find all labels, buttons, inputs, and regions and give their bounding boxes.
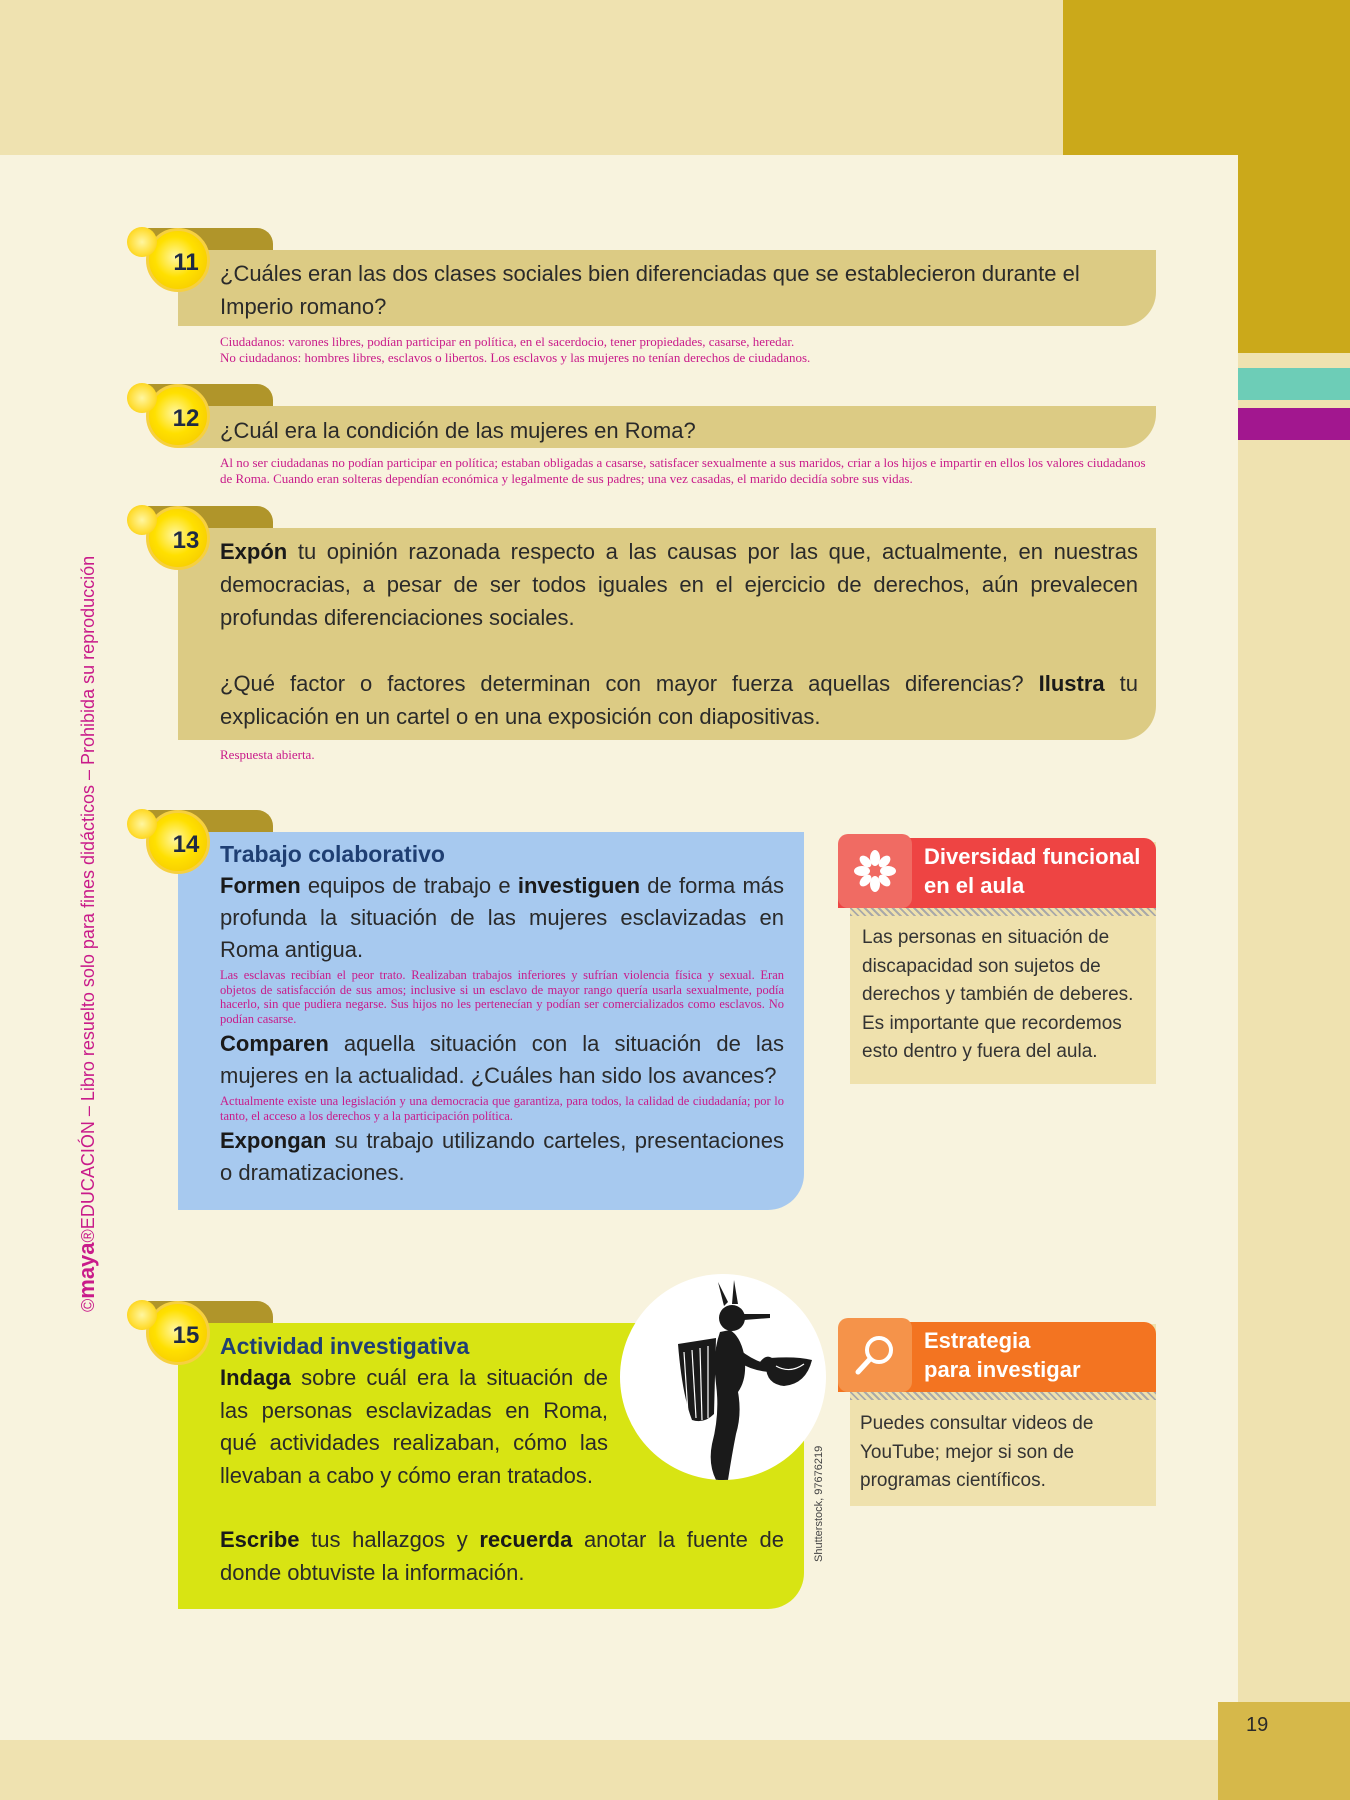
asterisk-flower-icon [853,849,897,893]
q14-verb-comparen: Comparen [220,1031,329,1056]
q14-answer-2: Actualmente existe una legislación y una democracia que garantiza, para todos, la calidad de ciudadanía; por lo tanto, el acceso a los derechos y a la participación política. [220,1094,784,1123]
brand-logo: maya [74,1242,99,1299]
q12-question: ¿Cuál era la condición de las mujeres en Roma? [220,418,696,443]
q15-p2-text: anotar la fuente de donde obtuviste la información. [220,1527,785,1585]
q11-number-badge [146,228,210,292]
q12-number-badge [146,384,210,448]
right-margin-band [1238,353,1350,1800]
image-credit: Shutterstock, 97676219 [813,1445,825,1562]
q15-verb-recuerda: recuerda [479,1527,573,1552]
q14-p3-text: su trabajo utilizando carteles, presentaciones o dramatizaciones. [220,1128,784,1185]
q13-verb-expon: Expón [220,539,288,564]
q13-p2-start: ¿Qué factor o factores determinan con mayor fuerza aquellas diferencias? [220,671,1039,696]
q14-paragraph-1 [220,870,784,966]
q15-p2-mid: tus hallazgos y [299,1527,480,1552]
q13-verb-ilustra: Ilustra [1038,671,1105,696]
diversity-body: Las personas en situación de discapacidad son sujetos de derechos y también de deberes. Es importante que recordemos esto dentro y fuera del aula. [862,927,1134,1062]
strategy-title-line2: para investigar [924,1357,1081,1382]
diversity-icon-box [838,834,912,908]
q14-p2-text: aquella situación con la situación de las mujeres en la actualidad. ¿Cuáles han sido los avances? [220,1031,784,1088]
q15-paragraph-2 [220,1524,784,1589]
bottom-band [0,1740,1350,1800]
q11-question: ¿Cuáles eran las dos clases sociales bien diferenciadas que se establecieron durante el Imperio romano? [220,261,1080,319]
q13-number-badge [146,506,210,570]
q11-answer-line1: Ciudadanos: varones libres, podían participar en política, en el sacerdocio, tener propiedades, casarse, heredar. [220,334,795,349]
q12-answer: Al no ser ciudadanas no podían participar en política; estaban obligadas a casarse, satisfacer sexualmente a sus maridos, criar a los hijos e impartir en ellos los valores ciudadanos de Roma. Cuando eran solteras dependían económica y legalmente de sus padres; una vez casadas, el marido decidía sobre sus vidas. [220,455,1146,486]
teal-tab-marker [1238,368,1350,400]
q14-number-badge [146,810,210,874]
diversity-title-line1: Diversidad funcional [924,844,1141,869]
q11-answer-line2: No ciudadanos: hombres libres, esclavos o libertos. Los esclavos y las mujeres no tenían derechos de ciudadanos. [220,350,811,365]
copyright-prefix: © [78,1298,98,1312]
copyright-side-note [74,472,100,1312]
q14-paragraph-3 [220,1125,784,1189]
q12-number: 12 [172,405,200,432]
q14-number: 14 [172,831,200,858]
magenta-tab-marker [1238,408,1350,440]
q14-p1-mid: equipos de trabajo e [300,873,518,898]
q15-paragraph-1 [220,1362,608,1492]
q15-title: Actividad investigativa [220,1333,470,1359]
copyright-text: EDUCACIÓN – Libro resuelto solo para fines didácticos – Prohibida su reproducción [78,555,98,1230]
q15-verb-indaga: Indaga [220,1365,291,1390]
q14-verb-formen: Formen [220,873,301,898]
page-number-box [1218,1702,1350,1800]
q13-p1-text: tu opinión razonada respecto a las causas por las que, actualmente, en nuestras democracias, a pesar de ser todos iguales en el ejercicio de derechos, aún prevalecen profundas diferenciaciones sociales. [220,539,1138,630]
diversity-title [924,842,1140,900]
diversity-hatch-divider [850,908,1156,916]
registered-mark: ® [78,1229,98,1243]
strategy-body: Puedes consultar videos de YouTube; mejor si son de programas científicos. [860,1413,1094,1491]
strategy-icon-box [838,1318,912,1392]
q14-p1-text: de forma más profunda la situación de las mujeres esclavizadas en Roma antigua. [220,873,784,962]
q14-verb-expongan: Expongan [220,1128,327,1153]
q14-paragraph-2 [220,1028,784,1092]
q11-number: 11 [173,249,199,276]
strategy-title-line1: Estrategia [924,1328,1031,1353]
q15-number: 15 [172,1322,200,1349]
q13-paragraph-1 [220,535,1138,634]
strategy-title [924,1326,1081,1384]
q13-p2-text: tu explicación en un cartel o en una exposición con diapositivas. [220,671,1138,729]
q15-verb-escribe: Escribe [220,1527,300,1552]
q14-content [220,838,784,1189]
q13-question [220,535,1138,733]
greek-figure-image [620,1274,826,1480]
page-number: 19 [1246,1714,1269,1736]
q14-answer-1: Las esclavas recibían el peor trato. Realizaban trabajos inferiores y sufrían violencia física y sexual. Eran objetos de satisfacción de sus amos; inclusive si un esclavo de mayor rango quería usarla sexualmente, podía hacerlo, sin que pudiera negarse. Sus hijos no les pertenecían y podían ser comercializados como esclavos. No podían casarse. [220,968,784,1026]
magnifier-icon [852,1332,898,1378]
diversity-title-line2: en el aula [924,873,1025,898]
q13-paragraph-2 [220,667,1138,733]
q14-verb-investiguen: investiguen [517,873,641,898]
q13-answer: Respuesta abierta. [220,747,315,762]
greek-figure-illustration [620,1274,826,1480]
strategy-hatch-divider [850,1392,1156,1400]
q15-number-badge [146,1301,210,1365]
q11-answer [220,334,1150,366]
q14-title: Trabajo colaborativo [220,841,445,867]
q13-number: 13 [172,527,200,554]
q15-p1-text: sobre cuál era la situación de las personas esclavizadas en Roma, qué actividades realizaban, cómo las llevaban a cabo y cómo eran tratados. [220,1365,608,1488]
